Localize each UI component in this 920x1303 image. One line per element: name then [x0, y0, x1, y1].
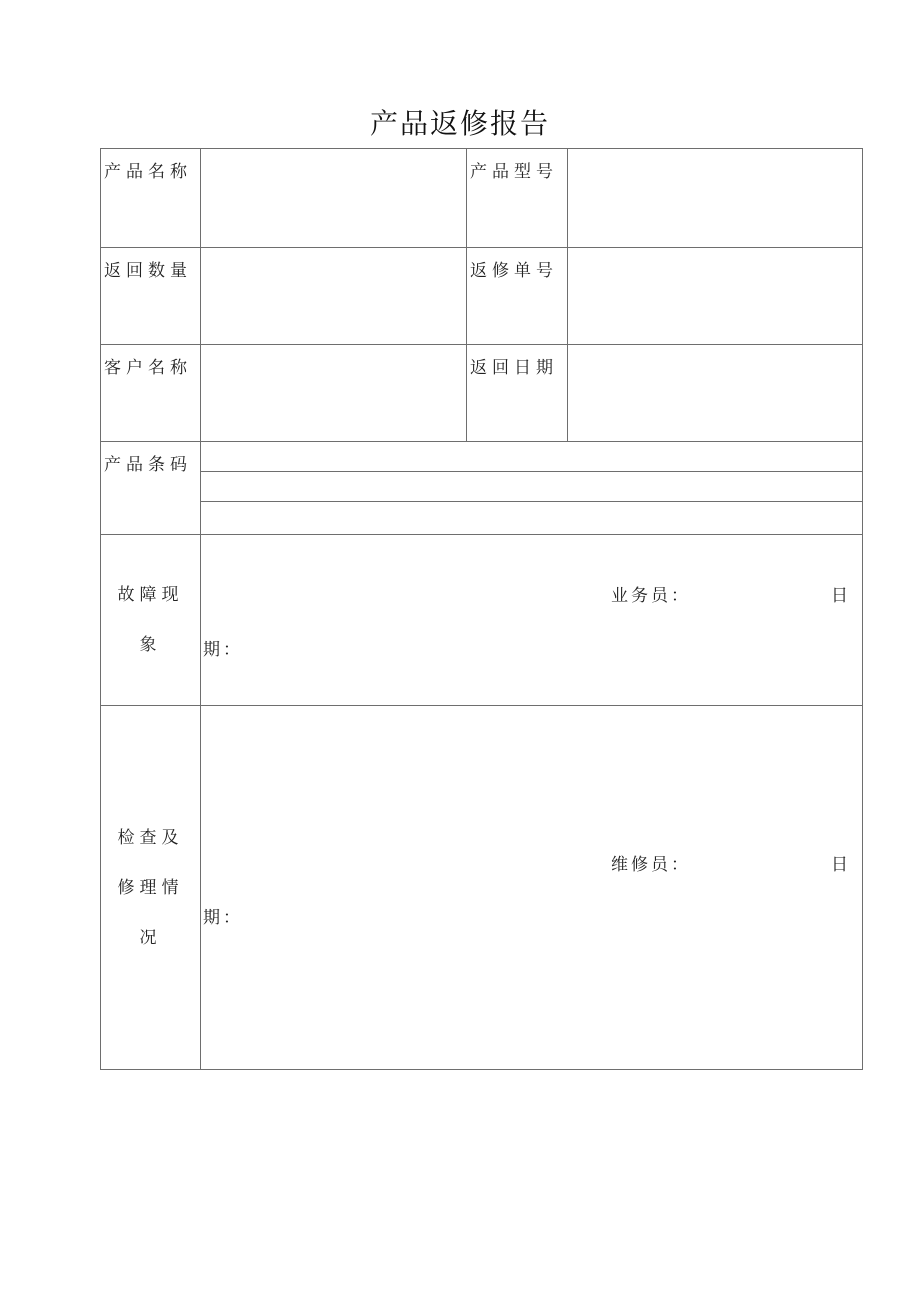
inspection-label-cell — [101, 706, 201, 1070]
barcode-value-cell — [201, 442, 863, 535]
page-title: 产品返修报告 — [369, 107, 550, 140]
fault-date-label-head: 日 — [831, 586, 848, 606]
repairman-label: 维修员： — [611, 855, 691, 875]
repair-no-value-cell[interactable] — [568, 248, 863, 345]
barcode-line-2[interactable] — [201, 472, 862, 502]
salesperson-label: 业务员： — [611, 586, 691, 606]
barcode-line-1[interactable] — [201, 442, 862, 472]
customer-name-value-cell[interactable] — [201, 345, 467, 442]
inspection-label: 检查及修理情况 — [117, 827, 184, 948]
return-qty-label-cell — [101, 248, 201, 345]
product-name-value-cell[interactable] — [201, 149, 467, 248]
inspection-date-label-head: 日 — [831, 855, 848, 875]
customer-name-label-cell — [101, 345, 201, 442]
customer-name-label: 客户名称 — [104, 358, 192, 378]
fault-label-cell — [101, 535, 201, 706]
fault-date-label-tail: 期： — [203, 640, 243, 660]
inspection-value-cell[interactable] — [201, 706, 863, 1070]
fault-value-cell[interactable] — [201, 535, 863, 706]
return-qty-label: 返回数量 — [104, 261, 192, 281]
repair-report-form — [100, 148, 863, 1070]
barcode-line-3[interactable] — [201, 502, 862, 533]
product-model-value-cell[interactable] — [568, 149, 863, 248]
barcode-label: 产品条码 — [104, 455, 192, 475]
return-qty-value-cell[interactable] — [201, 248, 467, 345]
return-date-value-cell[interactable] — [568, 345, 863, 442]
inspection-date-label-tail: 期： — [203, 908, 243, 928]
repair-no-label-cell — [467, 248, 568, 345]
return-date-label: 返回日期 — [470, 358, 558, 378]
return-date-label-cell — [467, 345, 568, 442]
product-model-label: 产品型号 — [470, 162, 558, 182]
product-model-label-cell — [467, 149, 568, 248]
product-name-label-cell — [101, 149, 201, 248]
barcode-label-cell — [101, 442, 201, 535]
fault-label: 故障现象 — [117, 585, 184, 655]
product-name-label: 产品名称 — [104, 162, 192, 182]
repair-no-label: 返修单号 — [470, 261, 558, 281]
